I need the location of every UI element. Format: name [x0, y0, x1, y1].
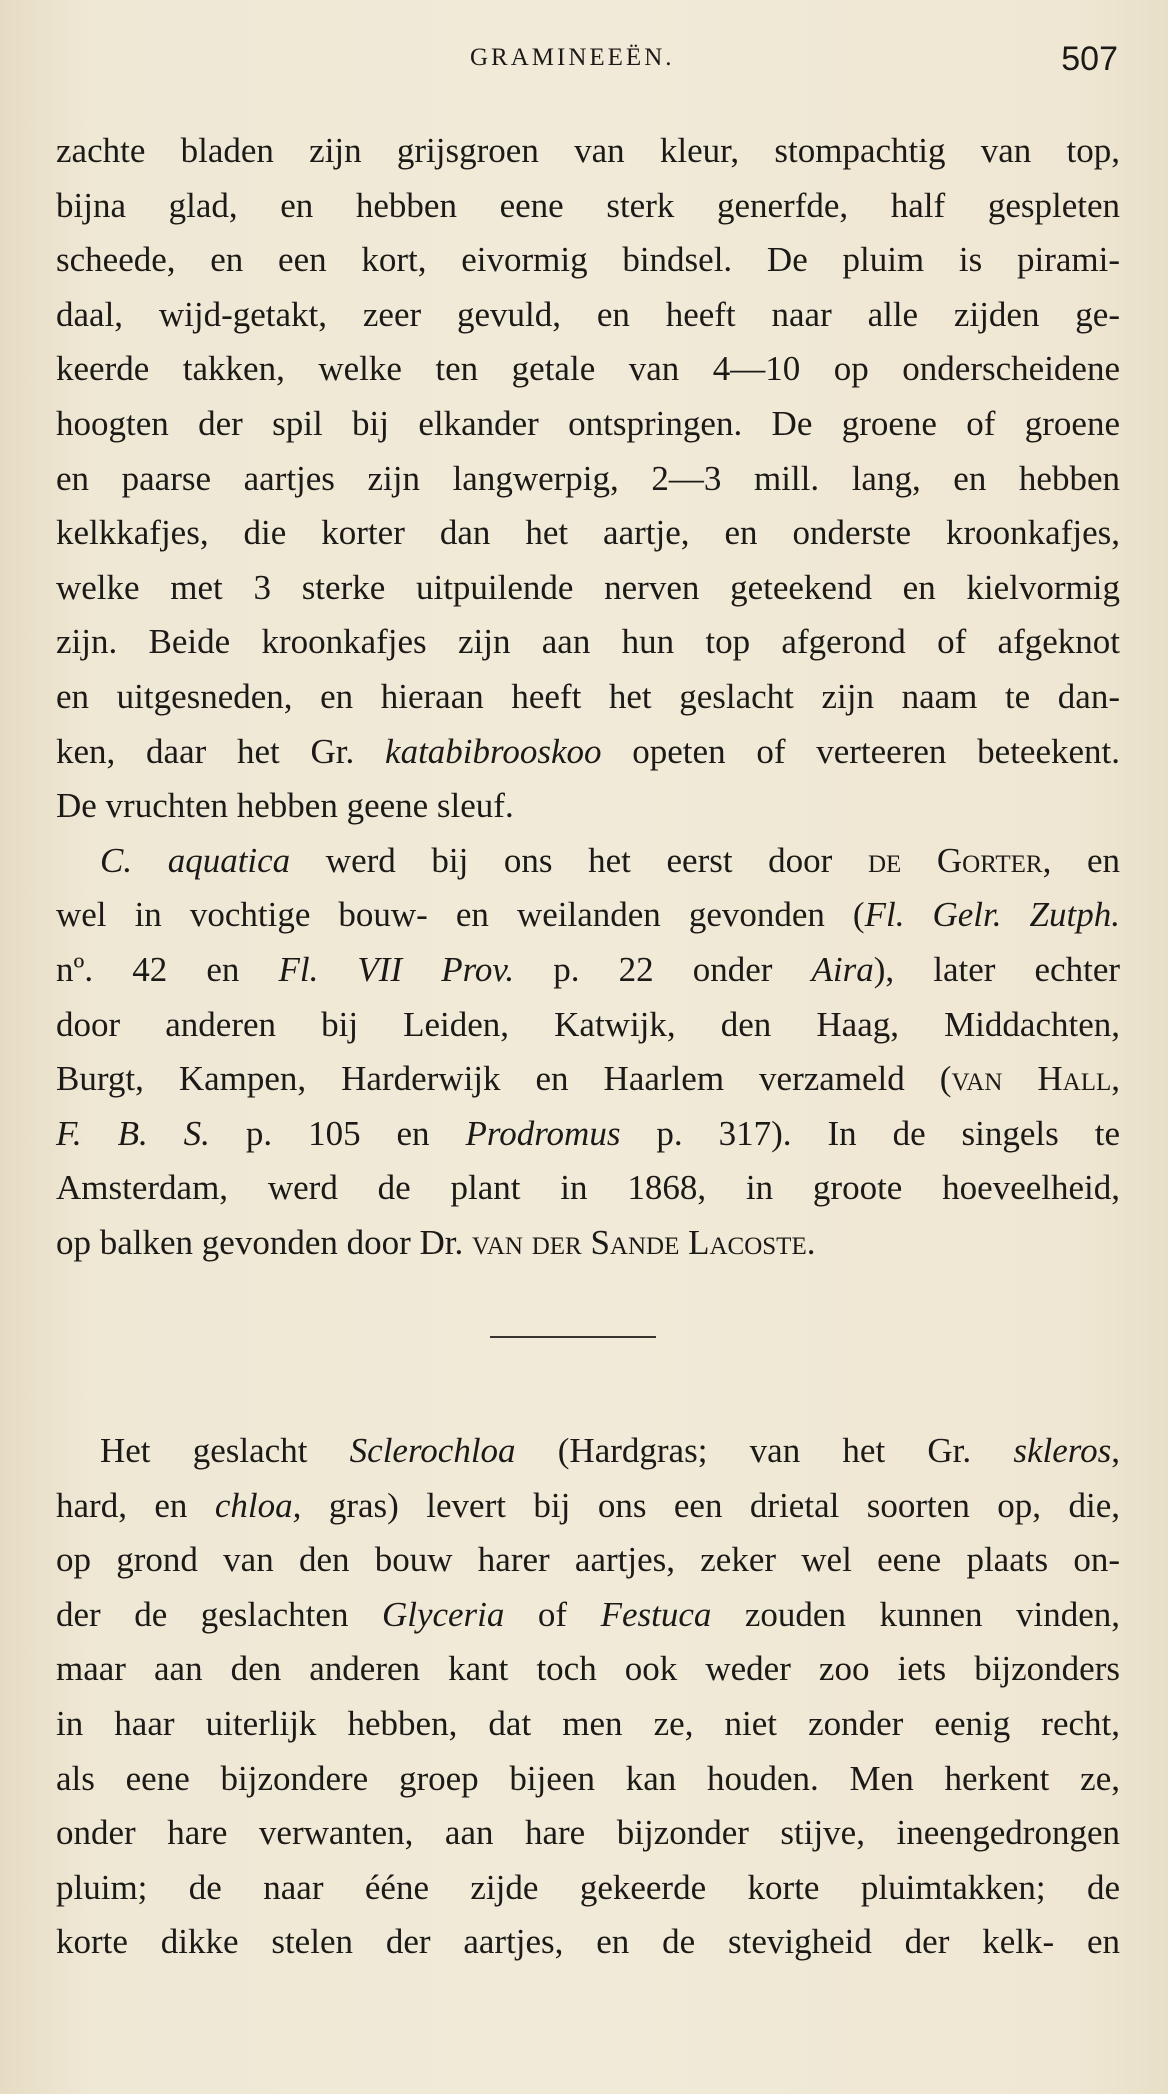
paragraph-description — [56, 124, 1120, 834]
text-run: , — [1111, 1431, 1120, 1470]
text-line: daal, wijd-getakt, zeer gevuld, en heeft naar alle zijden ge- — [56, 294, 1120, 334]
text-line — [56, 1424, 1120, 1479]
text-run: ken, daar het Gr. — [56, 731, 386, 771]
text-line — [56, 725, 1120, 780]
text-run: ), later echter — [873, 949, 1121, 989]
text-line — [56, 1588, 1120, 1643]
author-name: van Hall — [951, 1059, 1112, 1099]
text-line: zachte bladen zijn grijsgroen van kleur, stompachtig van top, — [56, 131, 1120, 170]
text-line: onder hare verwanten, aan hare bijzonder stijve, ineengedrongen — [56, 1813, 1120, 1853]
author-name: van der Sande Lacoste — [472, 1222, 807, 1262]
text-line: bijna glad, en hebben eene sterk generfde, half gespleten — [56, 185, 1120, 225]
text-run: hard, en — [56, 1485, 215, 1525]
citation: Fl. VII Prov. — [278, 949, 515, 989]
text-run: p. 105 en — [209, 1113, 466, 1153]
text-block-upper — [56, 124, 1120, 1270]
text-run: zouden kunnen vinden, — [711, 1594, 1120, 1634]
genus-name: Festuca — [600, 1594, 712, 1634]
text-run: , en — [1042, 840, 1120, 880]
paragraph-locations — [56, 834, 1120, 1271]
greek-term: katabibrooskoo — [385, 731, 602, 771]
greek-term: chloa, — [214, 1485, 302, 1525]
text-run: op balken gevonden door Dr. — [56, 1222, 473, 1262]
text-line: korte dikke stelen der aartjes, en de stevigheid der kelk- en — [56, 1922, 1120, 1962]
text-line: op grond van den bouw harer aartjes, zeker wel eene plaats on- — [56, 1540, 1120, 1580]
text-run: p. 317). In de singels te — [620, 1113, 1120, 1153]
text-line: en paarse aartjes zijn langwerpig, 2—3 mill. lang, en hebben — [56, 458, 1120, 498]
genus-name: Sclerochloa — [349, 1431, 516, 1470]
text-line — [56, 1107, 1120, 1162]
text-line: als eene bijzondere groep bijeen kan houden. Men herkent ze, — [56, 1758, 1120, 1798]
text-run: . — [806, 1222, 816, 1262]
text-line: in haar uiterlijk hebben, dat men ze, niet zonder eenig recht, — [56, 1703, 1120, 1743]
text-line — [56, 1479, 1120, 1534]
text-line: door anderen bij Leiden, Katwijk, den Haag, Middachten, — [56, 1004, 1120, 1044]
text-run: der de geslachten — [56, 1594, 382, 1634]
text-line: kelkkafjes, die korter dan het aartje, en onderste kroonkafjes, — [56, 513, 1120, 553]
genus-name: Aira — [811, 949, 874, 989]
text-line — [56, 888, 1120, 943]
text-run: werd bij ons het eerst door — [290, 840, 868, 880]
text-run: gras) levert bij ons een drietal soorten op, die, — [301, 1485, 1120, 1525]
text-line: De vruchten hebben geene sleuf. — [56, 786, 514, 826]
text-run: nº. 42 en — [56, 949, 279, 989]
text-line: zijn. Beide kroonkafjes zijn aan hun top afgerond of afgeknot — [56, 622, 1120, 662]
author-name: de Gorter — [867, 840, 1043, 880]
text-run: Het geslacht — [100, 1431, 350, 1470]
running-title: GRAMINEEËN. — [470, 44, 675, 71]
text-line: hoogten der spil bij elkander ontspringen. De groene of groene — [56, 403, 1120, 443]
text-line: Amsterdam, werd de plant in 1868, in groote hoeveelheid, — [56, 1168, 1120, 1208]
text-line: maar aan den anderen kant toch ook weder zoo iets bijzonders — [56, 1649, 1120, 1689]
citation: Fl. Gelr. Zutph. — [864, 895, 1120, 935]
text-line: welke met 3 sterke uitpuilende nerven geteekend en kielvormig — [56, 567, 1120, 607]
text-block-lower — [56, 1424, 1120, 1970]
paragraph-sclerochloa — [56, 1424, 1120, 1970]
text-line — [56, 1052, 1120, 1107]
genus-name: Glyceria — [381, 1594, 505, 1634]
text-line — [56, 943, 1120, 998]
text-line — [56, 834, 1120, 889]
text-run: Burgt, Kampen, Harderwijk en Haarlem verzameld ( — [56, 1059, 952, 1099]
text-line: en uitgesneden, en hieraan heeft het geslacht zijn naam te dan- — [56, 676, 1120, 716]
citation: F. B. S. — [56, 1113, 210, 1153]
page-number: 507 — [1061, 40, 1118, 78]
text-line: scheede, en een kort, eivormig bindsel. De pluim is pirami- — [56, 240, 1120, 280]
section-divider — [490, 1336, 656, 1338]
text-run: wel in vochtige bouw- en weilanden gevonden ( — [56, 895, 865, 935]
text-run: of — [504, 1594, 601, 1634]
text-run: , — [1111, 1059, 1120, 1099]
text-line: pluim; de naar ééne zijde gekeerde korte pluimtakken; de — [56, 1867, 1120, 1907]
text-line — [56, 1216, 1120, 1271]
citation: Prodromus — [465, 1113, 621, 1153]
text-line: keerde takken, welke ten getale van 4—10 op onderscheidene — [56, 349, 1120, 389]
species-name: C. aquatica — [100, 840, 291, 880]
text-run: p. 22 onder — [514, 949, 812, 989]
text-run: (Hardgras; van het Gr. — [515, 1431, 1014, 1470]
greek-term: skleros — [1013, 1431, 1112, 1470]
text-run: opeten of verteeren beteekent. — [601, 731, 1120, 771]
